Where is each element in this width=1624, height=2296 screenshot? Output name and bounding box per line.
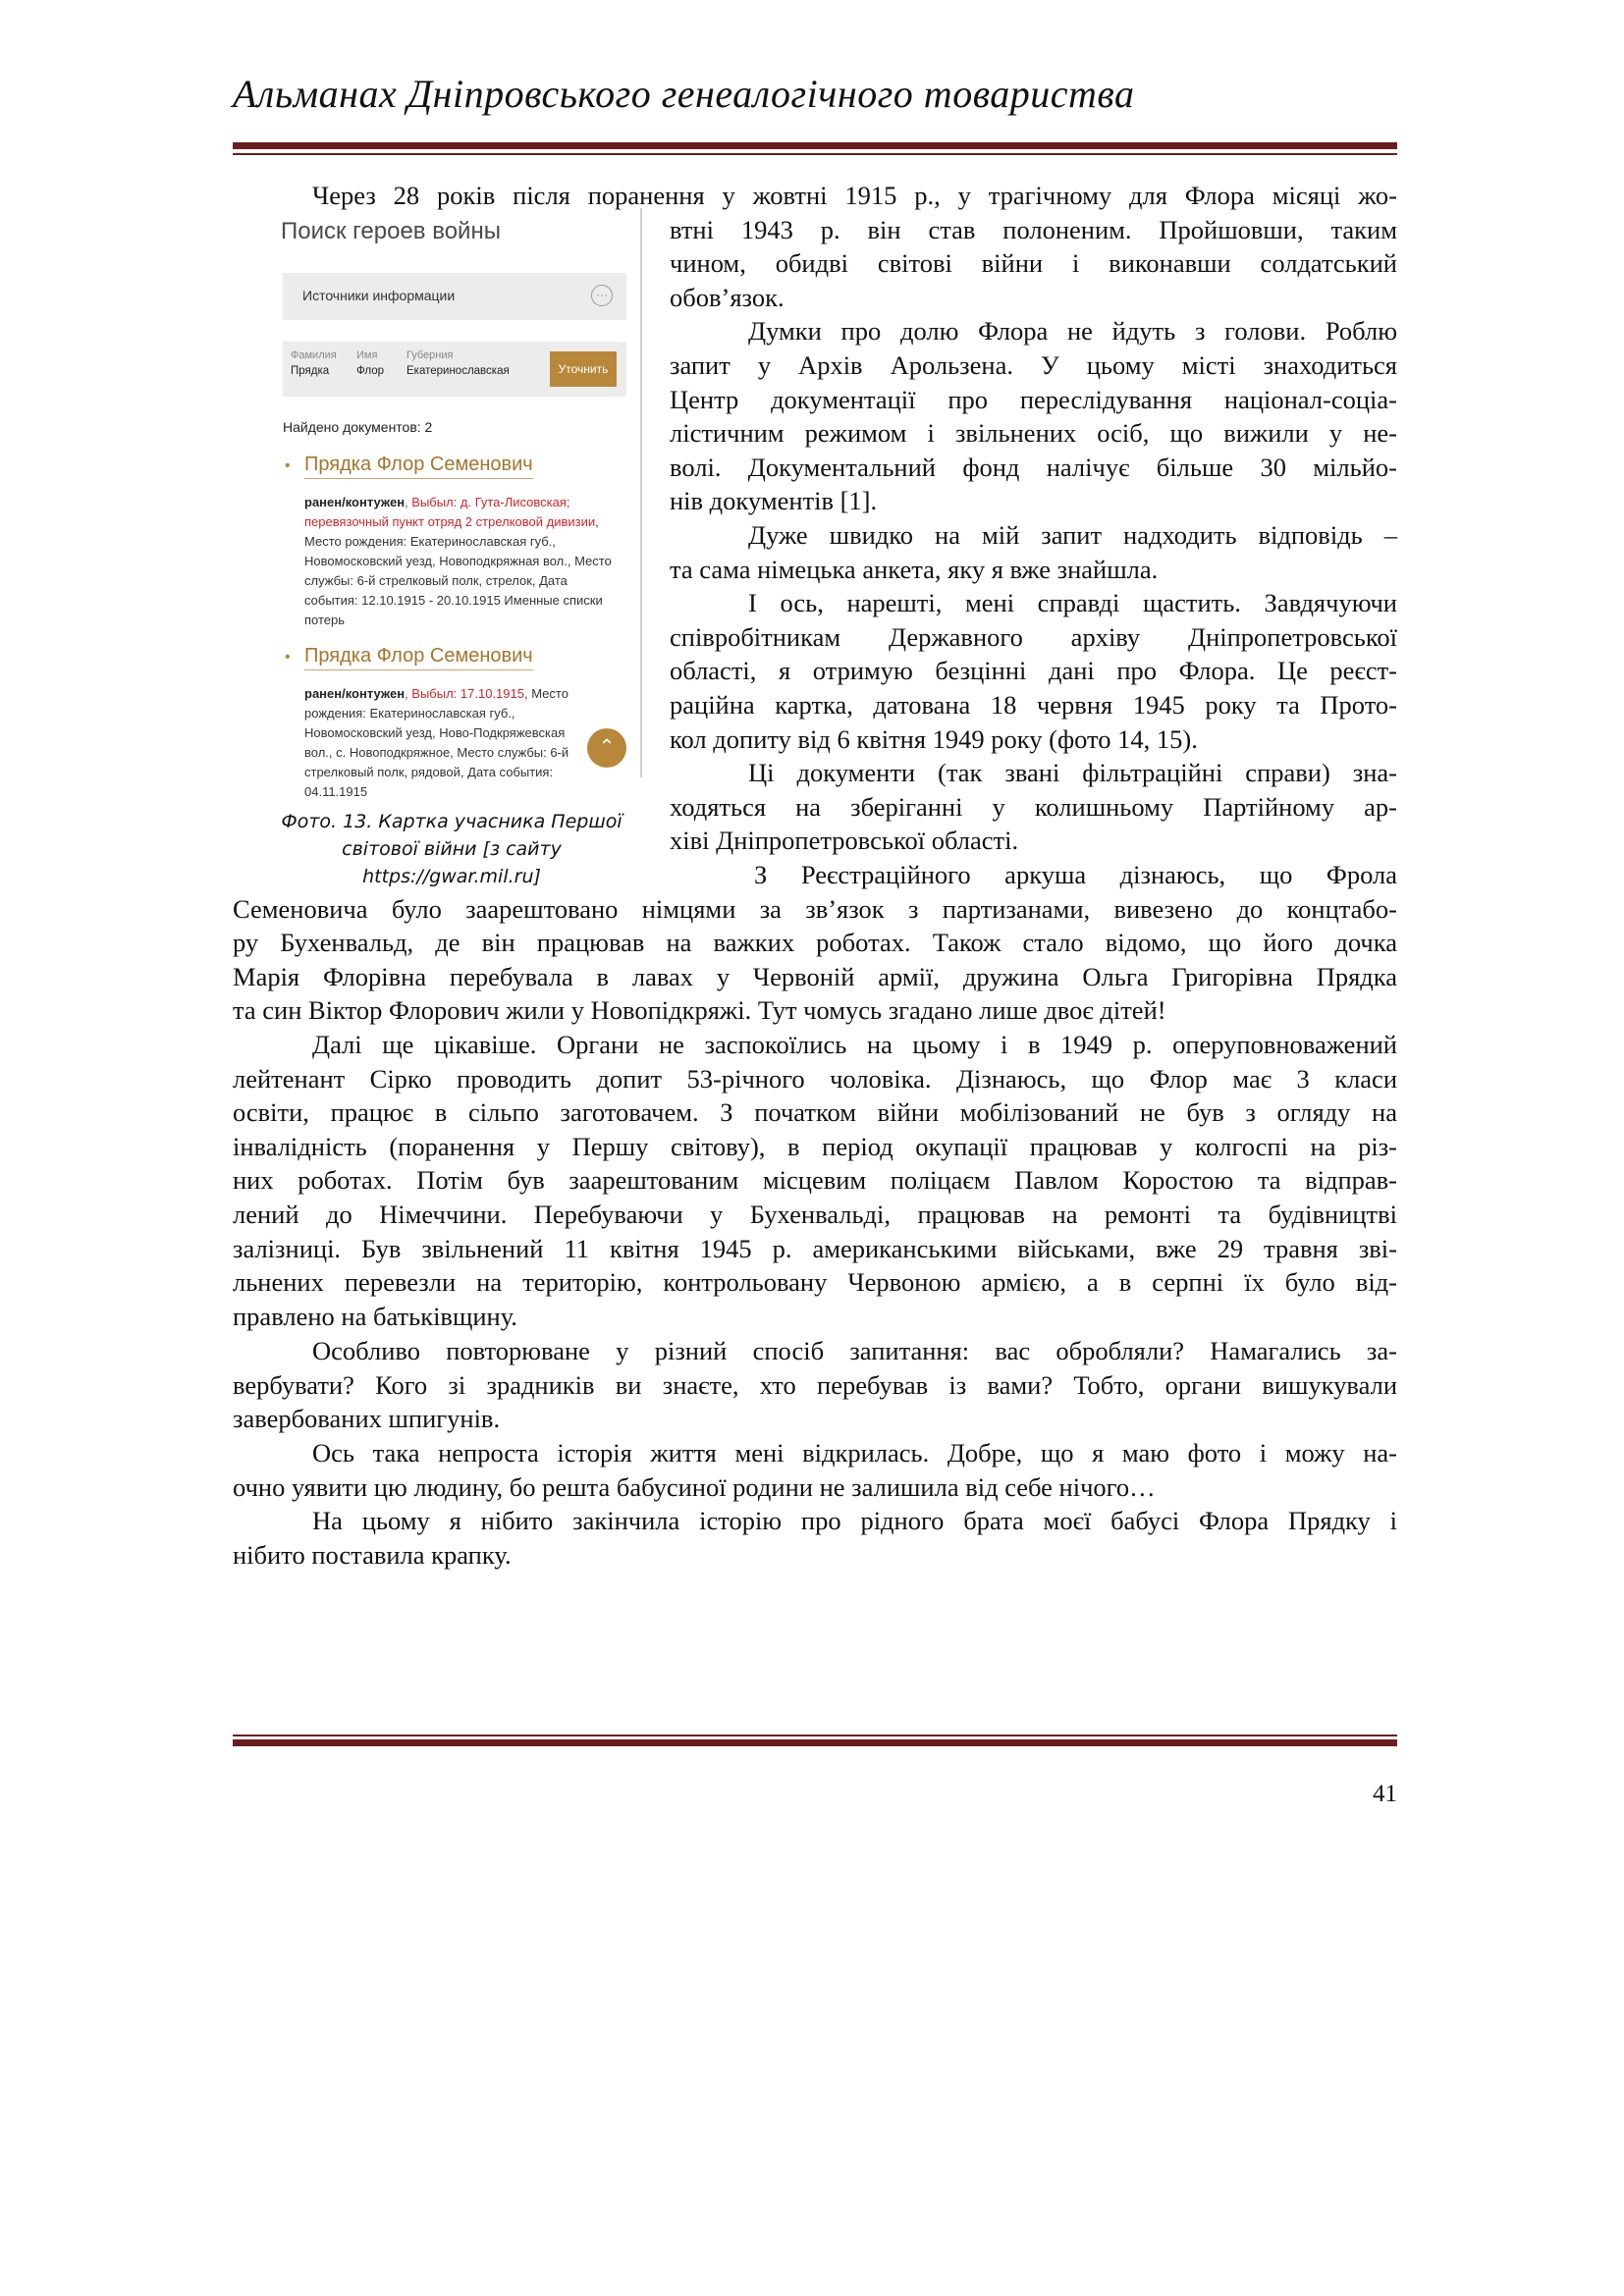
text-line: кол допиту від 6 квітня 1949 року (фото 14, 15). — [670, 723, 1198, 754]
text-line: раційна картка, датована 18 червня 1945 року та Прото- — [670, 689, 1397, 720]
result-text: , Место рождения: Екатеринославская губ., Новомосковский уезд, Ново-Подкряжевская вол., с. Новоподкряжное, Место службы: 6-й стрелковый полк, рядовой, Дата события: 04.11.1915 — [304, 686, 569, 799]
result-details — [304, 684, 589, 802]
text-line: Через 28 років після поранення у жовтні 1915 р., у трагічному для Флора місяці жо- — [312, 181, 1397, 210]
text-line: чином, обидві світові війни і виконавши солдатський — [670, 248, 1397, 279]
result-highlight: , Выбыл: 17.10.1915 — [405, 686, 524, 701]
text-line: завербованих шпигунів. — [233, 1404, 501, 1434]
sources-label: Источники информации — [302, 288, 456, 303]
filter-caption: Фамилия — [291, 349, 337, 361]
filter-caption: Имя — [356, 349, 378, 361]
text-line: льнених перевезли на територію, контрольовану Червоною армією, а в серпні їх було від- — [233, 1267, 1397, 1298]
paragraph — [754, 858, 1397, 892]
text-line: Ці документи (так звані фільтраційні справи) зна- — [748, 758, 1397, 788]
text-line: нів документів [1]. — [670, 486, 878, 516]
paragraph — [670, 518, 1397, 586]
text-line: Марія Флорівна перебувала в лавах у Червоній армії, дружина Ольга Григорівна Прядка — [233, 961, 1397, 991]
filter-value: Прядка — [291, 365, 330, 377]
text-line: Далі ще цікавіше. Органи не заспокоїлись на цьому і в 1949 р. оперуповноважений — [312, 1030, 1397, 1059]
result-status: ранен/контужен — [304, 495, 406, 509]
paragraph — [670, 756, 1397, 858]
figure-screenshot — [267, 208, 640, 799]
text-line: лейтенант Сірко проводить допит 53-річного чоловіка. Дізнаюсь, що Флор має 3 класи — [233, 1063, 1397, 1094]
text-line: втні 1943 р. він став полоненим. Пройшовши, таким — [670, 214, 1397, 244]
result-details — [304, 493, 619, 630]
result-name: Прядка Флор Семенович — [304, 645, 533, 670]
scroll-up-icon: ⌃ — [587, 728, 626, 768]
footer-rule-thin — [233, 1735, 1397, 1736]
text-line: Ось така непроста історія життя мені відкрилась. Добре, що я маю фото і можу на- — [312, 1438, 1397, 1468]
text-line: вербувати? Кого зі зрадників ви знаєте, хто перебував із вами? Тобто, органи вишукували — [233, 1369, 1397, 1400]
figure-page-title: Поиск героев войны — [281, 218, 501, 244]
text-line: Думки про долю Флора не йдуть з голови. Роблю — [748, 316, 1397, 347]
bullet-icon: • — [285, 649, 291, 666]
caption-line: https://gwar.mil.ru] — [362, 866, 541, 887]
filter-province — [406, 349, 510, 377]
filter-value: Флор — [356, 365, 384, 377]
paragraph — [233, 1504, 1397, 1572]
figure-caption — [245, 808, 658, 890]
running-header: Альманах Дніпровського генеалогічного товариства — [233, 72, 1135, 116]
caption-line: світової війни [з сайту — [342, 838, 562, 860]
result-text: , Место рождения: Екатеринославская губ., Новомосковский уезд, Новоподкряжная вол., Место службы: 6-й стрелковый полк, стрелок, Дата события: 12.10.1915 - 20.10.1915 Именные списки потерь — [304, 514, 612, 627]
found-count: Найдено документов: 2 — [283, 419, 433, 435]
text-line: очно уявити цю людину, бо решта бабусиної родини не залишила від себе нічого… — [233, 1471, 1156, 1502]
text-line: Дуже швидко на мій запит надходить відповідь – — [748, 520, 1397, 550]
result-status: ранен/контужен — [304, 686, 406, 701]
text-line: запит у Архів Арользена. У цьому місті знаходиться — [670, 349, 1397, 380]
header-rule-thin — [233, 153, 1397, 155]
footer-rule — [233, 1739, 1397, 1746]
more-icon: ··· — [591, 285, 613, 306]
filter-surname — [291, 349, 337, 377]
text-line: співробітникам Державного архіву Дніпропетровської — [670, 621, 1397, 652]
text-line: хіві Дніпропетровської області. — [670, 826, 1019, 856]
page-number: 41 — [1373, 1781, 1397, 1807]
text-line: ру Бухенвальд, де він працював на важких роботах. Також стало відомо, що його дочка — [233, 928, 1397, 958]
text-line: нібито поставила крапку. — [233, 1539, 512, 1570]
paragraph — [233, 1436, 1397, 1504]
text-line: Семеновича було заарештовано німцями за зв’язок з партизанами, вивезено до концтабо- — [233, 893, 1397, 924]
paragraph — [233, 1334, 1397, 1436]
text-line: освіти, працює в сільпо заготовачем. З початком війни мобілізований не був з огляду на — [233, 1097, 1397, 1128]
text-line: лений до Німеччини. Перебуваючи у Бухенвальді, працював на ремонті та будівництві — [233, 1199, 1397, 1229]
text-line: Центр документації про переслідування націонал-соціа- — [670, 384, 1397, 414]
text-line: та сама німецька анкета, яку я вже знайшла. — [670, 554, 1159, 584]
text-line: області, я отримую безцінні дані про Флора. Це реєст- — [670, 656, 1397, 686]
text-line: інвалідність (поранення у Першу світову), в період окупації працював у колгоспі на різ- — [233, 1131, 1397, 1161]
text-line: обов’язок. — [670, 282, 785, 312]
text-line: На цьому я нібито закінчила історію про рідного брата моєї бабусі Флора Прядку і — [312, 1506, 1397, 1535]
refine-button: Уточнить — [550, 351, 617, 387]
filter-name — [356, 349, 384, 377]
filter-caption: Губерния — [406, 349, 454, 361]
text-line: З Реєстраційного аркуша дізнаюсь, що Фрола — [754, 860, 1397, 889]
caption-line: Фото. 13. Картка учасника Першої — [281, 811, 623, 832]
paragraph — [233, 1028, 1397, 1333]
paragraph — [670, 586, 1397, 756]
text-line: лістичним режимом і звільнених осіб, що вижили у не- — [670, 418, 1397, 449]
figure-divider — [640, 208, 642, 777]
text-line: волі. Документальний фонд налічує більше 30 мільйо- — [670, 452, 1397, 482]
paragraph — [233, 892, 1397, 1028]
bullet-icon: • — [285, 457, 291, 474]
result-name: Прядка Флор Семенович — [304, 454, 533, 479]
paragraph — [312, 179, 1397, 213]
text-line: правлено на батьківщину. — [233, 1301, 517, 1331]
sources-panel — [283, 273, 626, 320]
filter-value: Екатеринославская — [406, 365, 510, 377]
text-line: І ось, нарешті, мені справді щастить. Завдячуючи — [748, 588, 1397, 618]
text-line: Особливо повторюване у різний спосіб запитання: вас обробляли? Намагались за- — [312, 1336, 1397, 1365]
result-highlight: , Выбыл: д. Гута-Лисовская; перевязочный пункт отряд 2 стрелковой дивизии — [304, 495, 596, 529]
text-line: та син Віктор Флорович жили у Новопідкряжі. Тут чомусь згадано лише двоє дітей! — [233, 995, 1166, 1026]
header-rule — [233, 142, 1397, 149]
paragraph — [670, 314, 1397, 518]
text-line: залізниці. Був звільнений 11 квітня 1945 р. американськими військами, вже 29 травня зві- — [233, 1233, 1397, 1263]
filter-panel — [283, 342, 626, 397]
text-line: них роботах. Потім був заарештованим місцевим поліцаєм Павлом Коростою та відправ- — [233, 1165, 1397, 1196]
paragraph — [670, 213, 1397, 315]
text-line: ходяться на зберіганні у колишньому Партійному ар- — [670, 791, 1397, 822]
